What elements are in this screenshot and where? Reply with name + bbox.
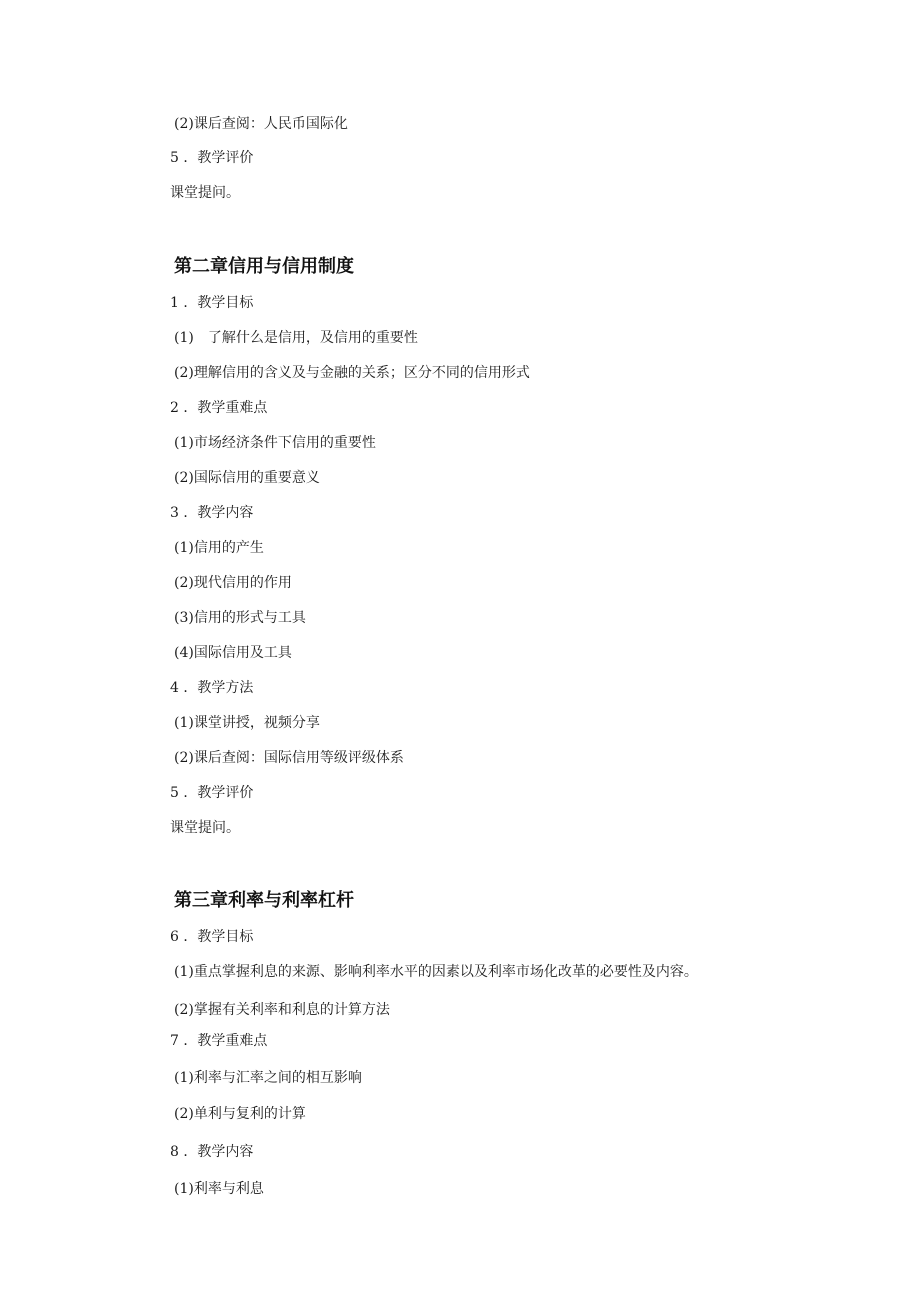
text-line: (4)国际信用及工具 — [174, 645, 292, 661]
text-line: (2)单利与复利的计算 — [174, 1106, 306, 1122]
text-line: (1)重点掌握利息的来源、影响利率水平的因素以及利率市场化改革的必要性及内容。 — [174, 964, 698, 980]
section-heading: 6 ．教学目标 — [170, 929, 254, 945]
text-line: (2)国际信用的重要意义 — [174, 470, 320, 486]
text-line: (2)掌握有关利率和利息的计算方法 — [174, 1002, 390, 1018]
section-heading: 8 ．教学内容 — [170, 1144, 254, 1160]
section-heading: 5 ．教学评价 — [170, 150, 254, 166]
text-line: (1)利率与利息 — [174, 1181, 264, 1197]
text-line: (2)课后查阅：国际信用等级评级体系 — [174, 750, 404, 766]
section-heading: 1 ．教学目标 — [170, 295, 254, 311]
text-line: (1)信用的产生 — [174, 540, 264, 556]
section-heading: 2 ．教学重难点 — [170, 400, 268, 416]
chapter-title: 第二章信用与信用制度 — [174, 256, 354, 277]
text-line: (2)现代信用的作用 — [174, 575, 292, 591]
text-line: (1) 了解什么是信用，及信用的重要性 — [174, 330, 418, 346]
text-line: (3)信用的形式与工具 — [174, 610, 306, 626]
text-line: (2)理解信用的含义及与金融的关系；区分不同的信用形式 — [174, 365, 530, 381]
text-line: (1)市场经济条件下信用的重要性 — [174, 435, 376, 451]
text-line: (1)课堂讲授，视频分享 — [174, 715, 320, 731]
chapter-title: 第三章利率与利率杠杆 — [174, 890, 354, 911]
text-line: 课堂提问。 — [170, 185, 240, 201]
section-heading: 7 ．教学重难点 — [170, 1033, 268, 1049]
text-line: (2)课后查阅：人民币国际化 — [174, 116, 348, 132]
section-heading: 4 ．教学方法 — [170, 680, 254, 696]
text-line: (1)利率与汇率之间的相互影响 — [174, 1070, 362, 1086]
section-heading: 5 ．教学评价 — [170, 785, 254, 801]
section-heading: 3 ．教学内容 — [170, 505, 254, 521]
text-line: 课堂提问。 — [170, 820, 240, 836]
